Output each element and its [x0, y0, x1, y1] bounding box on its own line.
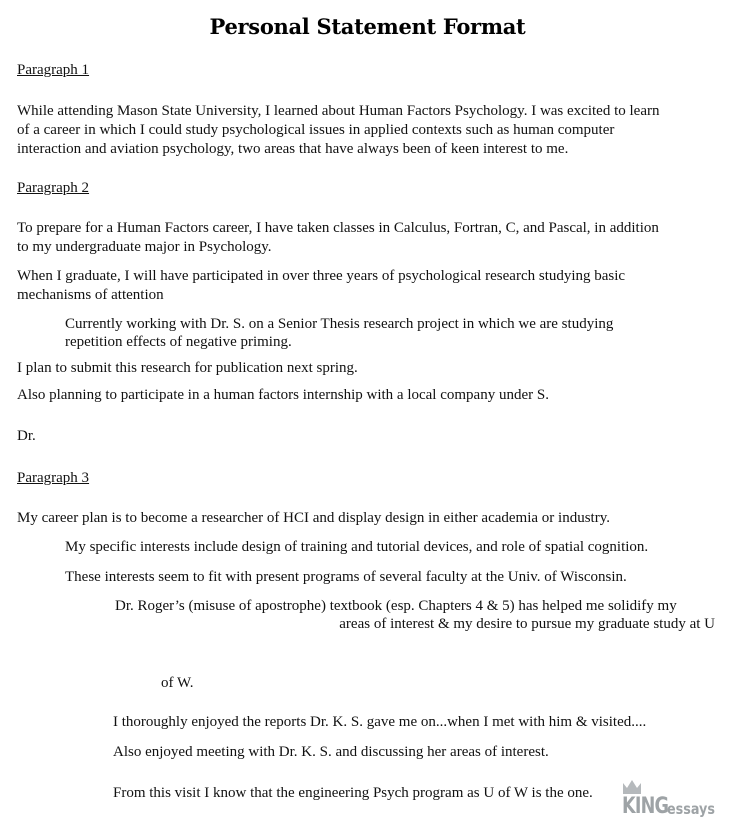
- paragraph-2-line: to my undergraduate major in Psychology.: [17, 239, 272, 255]
- paragraph-3-indented-line: From this visit I know that the engineering Psych program as U of W is the one.: [113, 785, 593, 801]
- paragraph-2-line: Also planning to participate in a human factors internship with a local company under S.: [17, 387, 549, 403]
- paragraph-3-indented-line: These interests seem to fit with present programs of several faculty at the Univ. of Wisconsin.: [65, 569, 627, 585]
- paragraph-2-line: Dr.: [17, 428, 36, 444]
- watermark-suffix: essays: [667, 800, 715, 818]
- paragraph-3-indented-line: Also enjoyed meeting with Dr. K. S. and discussing her areas of interest.: [113, 744, 549, 760]
- crown-icon: [622, 779, 642, 795]
- paragraph-3-right-line: areas of interest & my desire to pursue my graduate study at U: [339, 616, 715, 632]
- paragraph-2-indented-line: repetition effects of negative priming.: [65, 334, 292, 350]
- paragraph-2-line: When I graduate, I will have participated in over three years of psychological research studying basic: [17, 268, 626, 284]
- paragraph-1-line: interaction and aviation psychology, two areas that have always been of keen interest to me.: [17, 141, 569, 157]
- paragraph-3-heading: Paragraph 3: [17, 470, 90, 486]
- paragraph-1-line: While attending Mason State University, I learned about Human Factors Psychology. I was excited to learn: [17, 103, 660, 119]
- paragraph-3-line: My career plan is to become a researcher of HCI and display design in either academia or industry.: [17, 510, 610, 526]
- paragraph-1-heading: Paragraph 1: [17, 62, 90, 78]
- paragraph-3-indented-line: I thoroughly enjoyed the reports Dr. K. S. gave me on...when I met with him & visited....: [113, 714, 647, 730]
- paragraph-2-line: To prepare for a Human Factors career, I have taken classes in Calculus, Fortran, C, and Pascal, in addition: [17, 220, 659, 236]
- watermark-text: [622, 794, 715, 819]
- paragraph-2-line: I plan to submit this research for publication next spring.: [17, 360, 358, 376]
- paragraph-3-indented-line: Dr. Roger’s (misuse of apostrophe) textbook (esp. Chapters 4 & 5) has helped me solidify my: [115, 598, 677, 614]
- paragraph-1-line: of a career in which I could study psychological issues in applied contexts such as human computer: [17, 122, 615, 138]
- page-title: Personal Statement Format: [209, 14, 526, 39]
- paragraph-2-heading: Paragraph 2: [17, 180, 90, 196]
- king-essays-watermark: [622, 779, 735, 829]
- paragraph-3-indented-line: of W.: [161, 675, 194, 691]
- watermark-brand: KING: [622, 794, 669, 819]
- paragraph-3-indented-line: My specific interests include design of training and tutorial devices, and role of spatial cognition.: [65, 539, 649, 555]
- paragraph-2-line: mechanisms of attention: [17, 287, 164, 303]
- paragraph-2-indented-line: Currently working with Dr. S. on a Senior Thesis research project in which we are studying: [65, 316, 614, 332]
